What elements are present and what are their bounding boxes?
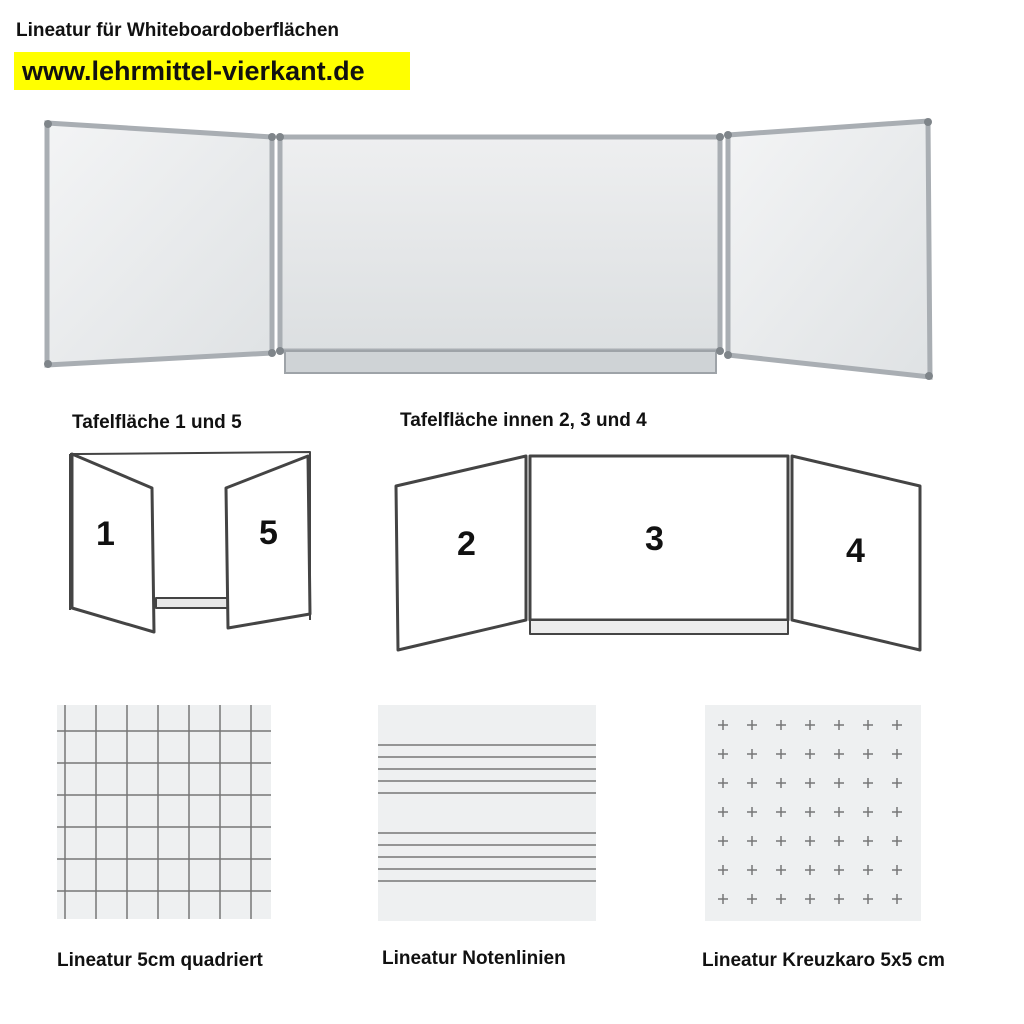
right-wing-panel <box>728 121 930 377</box>
center-panel <box>280 137 720 351</box>
caption-staff-lines-pattern: Lineatur Notenlinien <box>382 948 566 969</box>
left-wing-panel <box>47 123 272 365</box>
panel-number-1: 1 <box>96 515 115 553</box>
caption-cross-pattern: Lineatur Kreuzkaro 5x5 cm <box>702 950 945 971</box>
panel-number-2: 2 <box>457 525 476 563</box>
whiteboard-photo <box>40 115 940 385</box>
cross-pattern-sample <box>705 705 921 921</box>
website-url-banner[interactable]: www.lehrmittel-vierkant.de <box>14 52 410 90</box>
staff-lines-pattern-sample <box>378 705 596 921</box>
panel-number-5: 5 <box>259 514 278 552</box>
page-title: Lineatur für Whiteboardoberflächen <box>16 20 340 41</box>
panel-number-3: 3 <box>645 520 664 558</box>
panel-number-4: 4 <box>846 532 865 570</box>
marker-tray <box>285 351 716 373</box>
caption-inner-panels: Tafelfläche innen 2, 3 und 4 <box>400 410 647 431</box>
caption-outer-panels: Tafelfläche 1 und 5 <box>72 412 242 433</box>
grid-pattern-sample <box>57 705 271 919</box>
caption-grid-pattern: Lineatur 5cm quadriert <box>57 950 263 971</box>
inner-tray <box>530 620 788 634</box>
